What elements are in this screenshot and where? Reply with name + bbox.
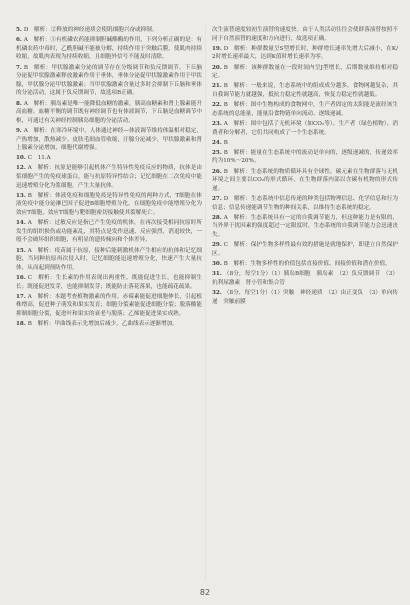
question-number: 15. xyxy=(16,247,26,254)
question-number: 23. xyxy=(212,120,222,127)
answer-text: A 解析：过敏反应是指已产生免疫的机体，在再次接受相同抗原时所发生的组织损伤或功能紊乱，其特点是发作迅速、反应强烈、消退较快，一般不会破坏组织细胞，有明显的遗传倾向和个体差异。 xyxy=(16,220,202,244)
answer-text: B 解析：一般来说，生态系统中的组成成分越多，食物网越复杂，其自我调节能力就越强，抵抗力稳定性就越高，恢复力稳定性就越低。 xyxy=(212,83,398,98)
right-column xyxy=(212,26,398,581)
answer-entry xyxy=(212,195,398,212)
question-number: 31. xyxy=(212,271,222,278)
page-number: 82 xyxy=(199,588,211,597)
question-number: 27. xyxy=(212,196,222,203)
answer-entry xyxy=(212,82,398,99)
column-divider xyxy=(205,26,206,581)
question-number: 26. xyxy=(212,168,222,175)
answer-text: B 解析：能量在生态系统中的流动是单向的，逐级递减的，传递效率约为10%～20%。 xyxy=(212,149,398,165)
answer-entry xyxy=(16,164,202,190)
answer-entry xyxy=(16,192,202,218)
answer-text: B 解析：生物多样性的价值包括直接价值、间接价值和潜在价值。 xyxy=(223,260,391,267)
answer-entry xyxy=(16,100,202,126)
question-number: 7. xyxy=(16,64,22,71)
question-number: 32. xyxy=(212,289,222,296)
answer-entry xyxy=(212,241,398,258)
answer-entry xyxy=(212,289,398,306)
answer-entry xyxy=(16,247,202,273)
answer-entry xyxy=(212,26,398,43)
answer-text: A 解析：图中包括了无机环境（如CO₂等）、生产者（绿色植物）、消费者和分解者，它们共同构成了一个生态系统。 xyxy=(212,120,398,136)
question-number: 30. xyxy=(212,260,222,267)
answer-text: A 解析：胰岛素是唯一能降低血糖的激素，胰高血糖素和肾上腺素能升高血糖。血糖平衡的调节既有神经调节也有体液调节，下丘脑是血糖调节中枢，可通过有关神经控制胰岛细胞的分泌活动。 xyxy=(16,100,202,124)
answer-entry xyxy=(212,214,398,240)
question-number: 12. xyxy=(16,165,26,172)
answer-entry xyxy=(16,64,202,98)
question-number: 16. xyxy=(16,274,26,281)
question-number: 5. xyxy=(16,27,22,33)
question-number: 13. xyxy=(16,192,26,199)
answer-text: D 解析：生态系统中信息传递的种类包括物理信息、化学信息和行为信息；信息传递能调节生物的种间关系，以维持生态系统的稳定。 xyxy=(212,196,398,211)
answer-text: （8分，每空1分）（1）胰岛B细胞 胰岛素 （2）负反馈调节 （3）抗利尿激素 肾小管和集合管 xyxy=(212,271,398,286)
answer-text: B 解析：该种群数量在一段时间内呈J型增长，后期数量维持相对稳定。 xyxy=(212,64,398,80)
question-number: 10. xyxy=(16,155,26,162)
answer-entry xyxy=(212,45,398,62)
question-number: 14. xyxy=(16,220,26,227)
question-number: 9. xyxy=(16,127,22,134)
question-number: 22. xyxy=(212,102,222,109)
question-number: 28. xyxy=(212,214,222,221)
answer-entry xyxy=(16,219,202,245)
answer-entry xyxy=(16,320,202,329)
question-number: 17. xyxy=(16,293,26,300)
answer-text: D 解析：②释放的神经递质会使肌细胞兴奋或抑制。 xyxy=(23,27,158,33)
answer-text: B 解析：体液免疫和细胞免疫是特异性免疫的两种方式，T细胞在体液免疫中能分泌淋巴因子促进B细胞增殖分化，在细胞免疫中能增殖分化为效应T细胞，效应T细胞与靶细胞密切接触使其裂解死亡。 xyxy=(16,192,202,217)
answer-entry xyxy=(212,64,398,81)
answer-text: A 解析：本题考查植物激素的作用。赤霉素能促进细胞伸长，引起植株增高，促进种子萌发和果实发育；细胞分裂素能促进细胞分裂；脱落酸能抑制细胞分裂，促进叶和果实的衰老与脱落；乙烯能促进果实成熟。 xyxy=(16,293,202,317)
question-number: 29. xyxy=(212,242,222,249)
answer-text: A 解析：疫苗属于抗原，接种后能刺激机体产生相应的抗体和记忆细胞，当同种抗原再次侵入时，记忆细胞能迅速增殖分化，快速产生大量抗体，从而起到预防作用。 xyxy=(16,247,202,271)
question-number: 6. xyxy=(16,37,22,44)
answer-entry xyxy=(212,101,398,118)
answer-entry xyxy=(16,36,202,62)
answer-entry xyxy=(16,293,202,319)
answer-text: C 解析：保护生物多样性最有效的措施是就地保护，即建立自然保护区。 xyxy=(212,242,398,257)
answer-entry xyxy=(212,149,398,166)
answer-text: （8分，每空1分）（1）突触 神经递质 （2）由正变负 （3）单向传递 突触前膜 xyxy=(212,289,398,305)
answer-entry xyxy=(16,26,202,35)
answer-entry xyxy=(212,168,398,194)
answer-text: A 解析：①有机磷农药能抑制胆碱酯酶的作用，下列分析正确的是：有机磷农药中毒时，乙酰胆碱不能被分解，持续作用于突触后膜，使肌肉持续收缩，故肌肉表现为持续收缩，且细胞外信号不能及时清除。 xyxy=(16,37,202,61)
answer-entry xyxy=(212,120,398,137)
answer-text: A 解析：抗原是能够引起机体产生特异性免疫反应的物质，抗体是由浆细胞产生的免疫球蛋白，能与抗原特异性结合；记忆细胞在二次免疫中能迅速增殖分化为浆细胞，产生大量抗体。 xyxy=(16,165,202,189)
answer-text: A 解析：在寒冷环境中，人体通过神经—体液调节维持体温相对稳定，产热增加，散热减少。皮肤毛细血管收缩，汗腺分泌减少，甲状腺激素和肾上腺素分泌增加，细胞代谢增强。 xyxy=(16,127,202,152)
answer-entry xyxy=(212,270,398,287)
answer-text: B 解析：甲曲线表示先增加后减少，乙曲线表示逐渐增加。 xyxy=(27,321,178,328)
answer-text: B 解析：图中生物构成的食物网中，生产者固定的太阳能是流经该生态系统的总能量，能量沿食物链单向流动、逐级递减。 xyxy=(212,102,398,117)
answer-text: D 解析：种群数量呈S型增长时，种群增长速率先增大后减小，在K/2时增长速率最大，达到K值时增长速率为零。 xyxy=(212,45,398,61)
answer-entry xyxy=(16,274,202,291)
question-number: 8. xyxy=(16,100,22,107)
answer-text: B 解析：生态系统的物质循环具有全球性，碳元素在生物群落与无机环境之间主要以CO₂的形式循环，在生物群落内部以含碳有机物的形式传递。 xyxy=(212,168,398,192)
question-number: 24. xyxy=(212,139,222,146)
question-number: 18. xyxy=(16,321,26,328)
answer-entry xyxy=(16,154,202,163)
question-number: 20. xyxy=(212,64,222,71)
answer-text: C 解析：生长素的作用表现出两重性，既能促进生长，也能抑制生长；既能促进发芽，也能抑制发芽；既能防止落花落果，也能疏花疏果。 xyxy=(16,274,202,290)
left-column xyxy=(16,26,202,581)
answer-text: B xyxy=(223,139,228,146)
answer-entry xyxy=(212,260,398,269)
question-number: 21. xyxy=(212,83,222,90)
answer-text: A 解析：生态系统具有一定的自我调节能力，但这种能力是有限的，当外界干扰因素的强度超过一定限度时，生态系统的自我调节能力会迅速丧失。 xyxy=(212,214,398,238)
answer-entry xyxy=(16,127,202,153)
answer-text: C 11.A xyxy=(27,155,51,162)
answer-entry xyxy=(212,139,398,148)
question-number: 25. xyxy=(212,149,222,156)
answer-text: B 解析：甲状腺激素分泌的调节存在分级调节和负反馈调节。下丘脑分泌促甲状腺激素释放激素作用于垂体，垂体分泌促甲状腺激素作用于甲状腺，甲状腺分泌甲状腺激素；当甲状腺激素含量过多时会抑制下丘脑和垂体的分泌活动，这属于负反馈调节，故选项B正确。 xyxy=(16,64,202,97)
answer-text: 次生演替速度较初生演替的速度快。由于人类活动往往会使群落演替按照不同于自然演替的速度和方向进行，故选项正确。 xyxy=(212,27,398,42)
question-number: 19. xyxy=(212,45,222,52)
